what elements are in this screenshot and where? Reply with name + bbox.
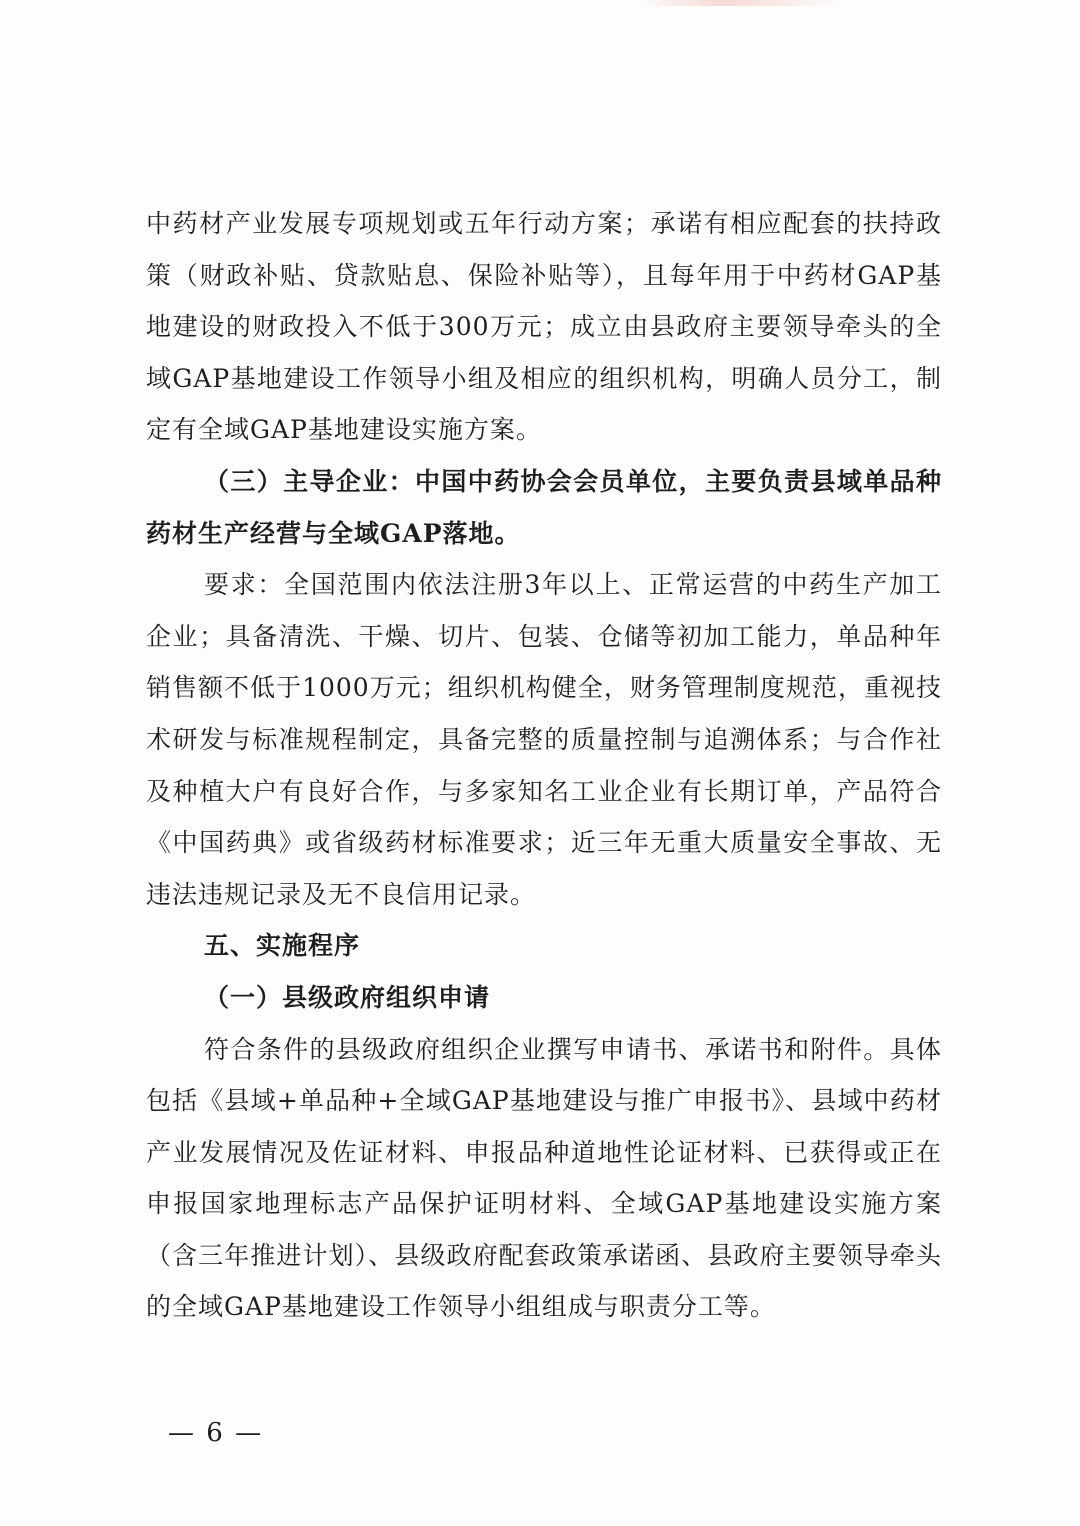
scan-mark bbox=[640, 0, 840, 6]
section-heading-implementation: 五、实施程序 bbox=[204, 931, 361, 961]
paragraph-application-materials: 符合条件的县级政府组织企业撰写申请书、承诺书和附件。具体包括《县域+单品种+全域GAP基地建设与推广申报书》、县域中药材产业发展情况及佐证材料、申报品种道地性论证材料、已获得或正在申报国家地理标志产品保护证明材料、全域GAP基地建设实施方案（含三年推进计划）、县级政府配套政策承诺函、县政府主要领导牵头的全域GAP基地建设工作领导小组组成与职责分工等。 bbox=[146, 1034, 942, 1322]
paragraph-policy-support: 中药材产业发展专项规划或五年行动方案；承诺有相应配套的扶持政策（财政补贴、贷款贴息、保险补贴等），且每年用于中药材GAP基地建设的财政投入不低于300万元；成立由县政府主要领导牵头的全域GAP基地建设工作领导小组及相应的组织机构，明确人员分工，制定有全域GAP基地建设实施方案。 bbox=[146, 209, 942, 445]
document-body bbox=[146, 198, 942, 1333]
subsection-heading-county-application: （一）县级政府组织申请 bbox=[204, 982, 491, 1012]
paragraph-requirements: 要求：全国范围内依法注册3年以上、正常运营的中药生产加工企业；具备清洗、干燥、切片、包装、仓储等初加工能力，单品种年销售额不低于1000万元；组织机构健全，财务管理制度规范，重视技术研发与标准规程制定，具备完整的质量控制与追溯体系；与合作社及种植大户有良好合作，与多家知名工业企业有长期订单，产品符合《中国药典》或省级药材标准要求；近三年无重大质量安全事故、无违法违规记录及无不良信用记录。 bbox=[146, 570, 942, 909]
page-number: — 6 — bbox=[168, 1418, 264, 1448]
paragraph-leading-enterprise: （三）主导企业：中国中药协会会员单位，主要负责县域单品种药材生产经营与全域GAP落地。 bbox=[146, 466, 942, 548]
